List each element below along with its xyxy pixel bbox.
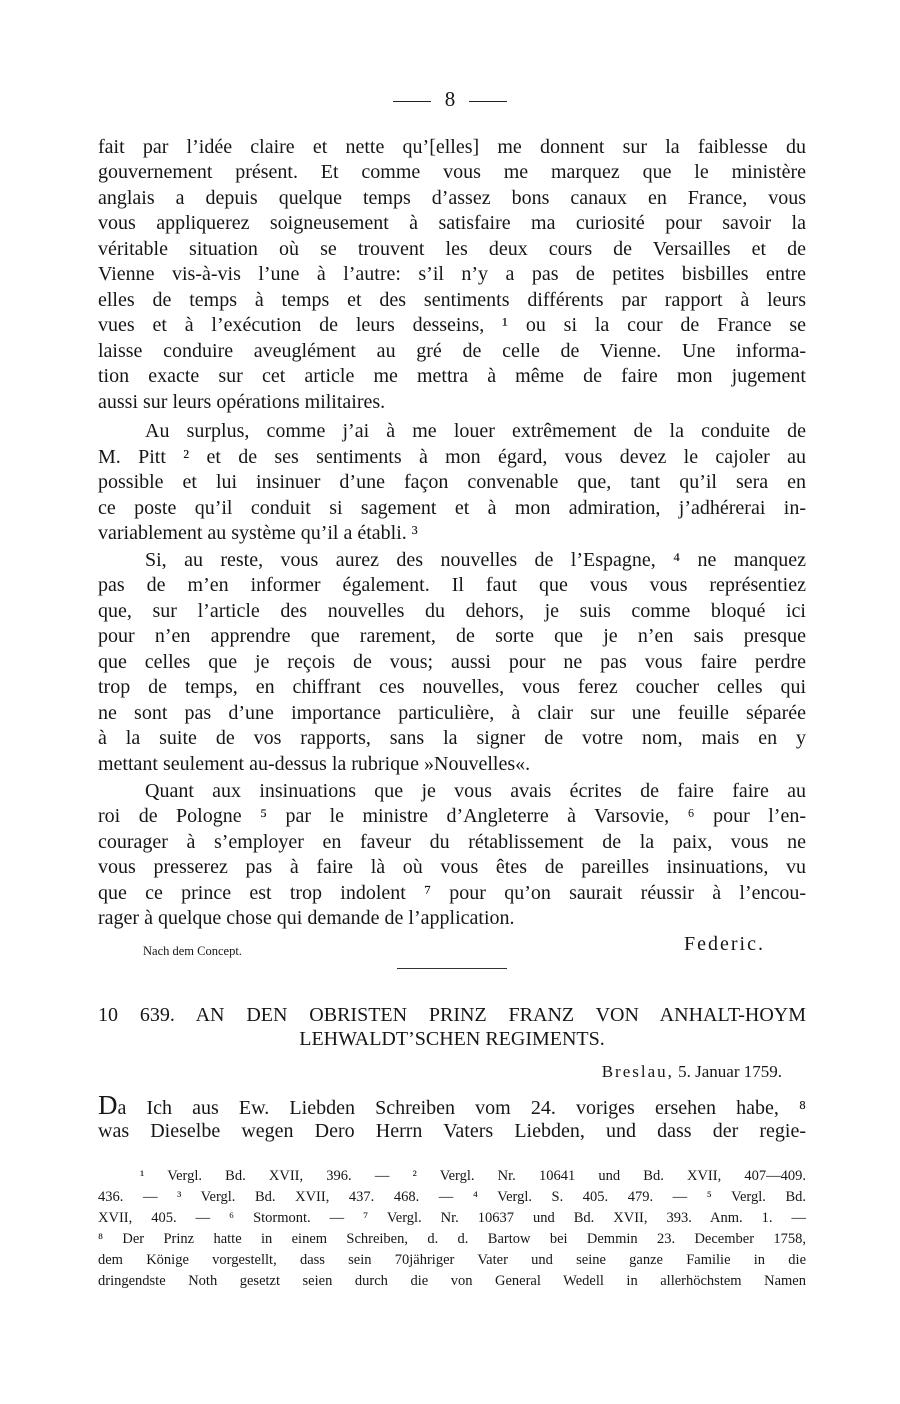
opening-text: a Ich aus Ew. Liebden Schreiben vom 24. voriges ersehen habe, ⁸ (117, 1097, 806, 1119)
letter-heading-line-1: 10 639. AN DEN OBRISTEN PRINZ FRANZ VON ANHALT-HOYM (98, 1004, 806, 1026)
page-number-header (0, 86, 900, 112)
drop-cap: D (98, 1090, 118, 1120)
body-line: pour n’en apprendre que rarement, de sorte que je n’en sais presque (98, 625, 806, 647)
place-name: Breslau, (601, 1062, 674, 1081)
place-date-line (602, 1061, 782, 1083)
letter-heading-line-2: LEHWALDT’SCHEN REGIMENTS. (299, 1028, 605, 1050)
body-line: Quant aux insinuations que je vous avais écrites de faire faire au (145, 780, 806, 802)
body-line: was Dieselbe wegen Dero Herrn Vaters Liebden, und dass der regie- (98, 1120, 806, 1142)
body-line: vues et à l’exécution de leurs desseins, ¹ ou si la cour de France se (98, 314, 806, 336)
body-line: rager à quelque chose qui demande de l’application. (98, 907, 515, 929)
body-line: tion exacte sur cet article me mettra à même de faire mon jugement (98, 365, 806, 387)
footnote-line: XVII, 405. — ⁶ Stormont. — ⁷ Vergl. Nr. 10637 und Bd. XVII, 393. Anm. 1. — (98, 1210, 806, 1226)
letter-opening-line (98, 1090, 806, 1120)
section-divider (397, 968, 507, 969)
body-line: fait par l’idée claire et nette qu’[elles] me donnent sur la faiblesse du (98, 136, 806, 158)
body-line: laisse conduire aveuglément au gré de celle de Vienne. Une informa- (98, 340, 806, 362)
body-line: véritable situation où se trouvent les deux cours de Versailles et de (98, 238, 806, 260)
body-line: vous presserez pas à faire là où vous êtes de pareilles insinuations, vu (98, 856, 806, 878)
body-line: mettant seulement au-dessus la rubrique »Nouvelles«. (98, 753, 531, 775)
footnote-line: dringendste Noth gesetzt seien durch die von General Wedell in allerhöchstem Namen (98, 1273, 806, 1289)
page-number: 8 (444, 87, 456, 111)
body-line: courager à s’employer en faveur du rétablissement de la paix, vous ne (98, 831, 806, 853)
footnote-line: dem Könige vorgestellt, dass sein 70jähriger Vater und seine ganze Familie in die (98, 1252, 806, 1268)
source-note: Nach dem Concept. (143, 944, 242, 958)
body-line: Si, au reste, vous aurez des nouvelles de l’Espagne, ⁴ ne manquez (145, 549, 806, 571)
body-line: Au surplus, comme j’ai à me louer extrêmement de la conduite de (145, 420, 806, 442)
footnote-line: ¹ Vergl. Bd. XVII, 396. — ² Vergl. Nr. 10641 und Bd. XVII, 407—409. (140, 1168, 806, 1184)
body-line: elles de temps à temps et des sentiments différents par rapport à leurs (98, 289, 806, 311)
body-line: aussi sur leurs opérations militaires. (98, 391, 386, 413)
footnote-line: ⁸ Der Prinz hatte in einem Schreiben, d. d. Bartow bei Demmin 23. December 1758, (98, 1231, 806, 1247)
letter-date: 5. Januar 1759. (678, 1062, 782, 1081)
body-line: que ce prince est trop indolent ⁷ pour qu’on saurait réussir à l’encou- (98, 882, 806, 904)
footnote-line: 436. — ³ Vergl. Bd. XVII, 437. 468. — ⁴ Vergl. S. 405. 479. — ⁵ Vergl. Bd. (98, 1189, 806, 1205)
body-line: pas de m’en informer également. Il faut que vous vous représentiez (98, 574, 806, 596)
body-line: que celles que je reçois de vous; aussi pour ne pas vous faire perdre (98, 651, 806, 673)
folio-left-rule (393, 101, 431, 102)
body-line: que, sur l’article des nouvelles du dehors, je suis comme bloqué ici (98, 600, 806, 622)
body-line: anglais a depuis quelque temps d’assez bons canaux en France, vous (98, 187, 806, 209)
body-line: variablement au système qu’il a établi. ³ (98, 522, 418, 544)
body-line: à la suite de vos rapports, sans la signer de votre nom, mais en y (98, 727, 806, 749)
body-line: Vienne vis-à-vis l’une à l’autre: s’il n’y a pas de petites bisbilles entre (98, 263, 806, 285)
body-line: gouvernement présent. Et comme vous me marquez que le ministère (98, 161, 806, 183)
body-line: roi de Pologne ⁵ par le ministre d’Angleterre à Varsovie, ⁶ pour l’en- (98, 805, 806, 827)
body-line: possible et lui insinuer d’une façon convenable que, tant qu’il sera en (98, 471, 806, 493)
folio-right-rule (469, 101, 507, 102)
body-line: M. Pitt ² et de ses sentiments à mon égard, vous devez le cajoler au (98, 446, 806, 468)
signature: Federic. (684, 933, 765, 955)
body-line: trop de temps, en chiffrant ces nouvelles, vous ferez coucher celles qui (98, 676, 806, 698)
body-line: ne sont pas d’une importance particulière, à clair sur une feuille séparée (98, 702, 806, 724)
body-line: vous appliquerez soigneusement à satisfaire ma curiosité pour savoir la (98, 212, 806, 234)
body-line: ce poste qu’il conduit si sagement et à mon admiration, j’adhérerai in- (98, 497, 806, 519)
